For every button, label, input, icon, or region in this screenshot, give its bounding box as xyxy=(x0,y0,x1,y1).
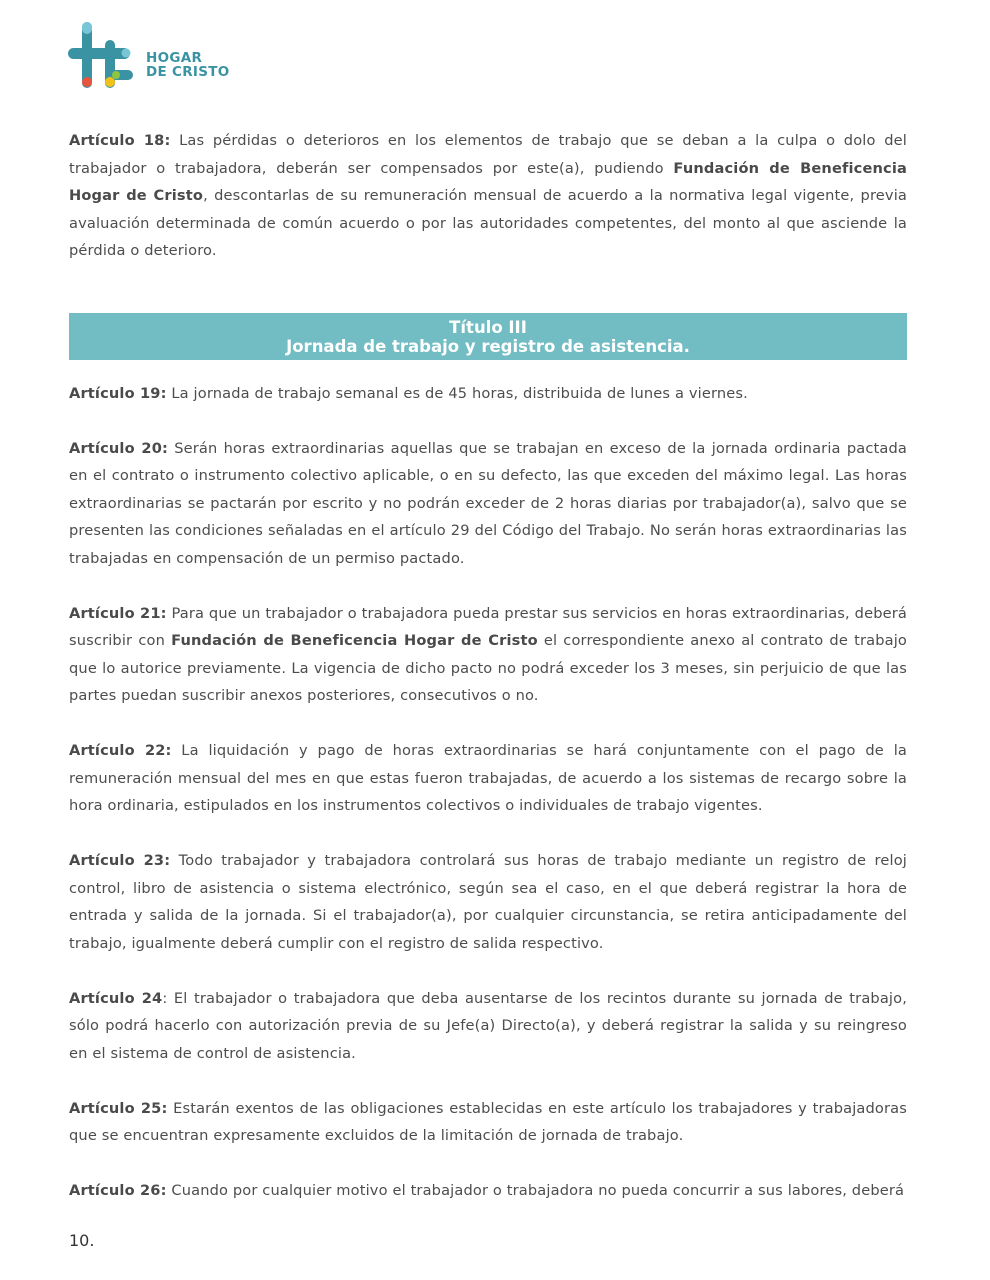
article-paragraph xyxy=(69,127,907,265)
article-paragraph xyxy=(69,600,907,710)
article-label: Artículo 21: xyxy=(69,604,167,622)
logo-mark-icon xyxy=(68,22,148,92)
article-paragraph xyxy=(69,435,907,573)
article-text: Cuando por cualquier motivo el trabajador o trabajadora no pueda concurrir a sus labores, deberá xyxy=(166,1182,905,1199)
page-number: 10. xyxy=(69,1231,95,1250)
article-paragraph xyxy=(69,380,907,408)
logo-line-2: DE CRISTO xyxy=(146,64,230,80)
article-text: Las pérdidas o deterioros en los elementos de trabajo que se deban a la culpa o dolo del trabajador o trabajadora, deberán ser compensados por este(a), pudiendo xyxy=(69,132,907,177)
hogar-de-cristo-logo xyxy=(68,22,238,92)
document-body xyxy=(69,127,907,1205)
logo-wordmark xyxy=(146,51,230,79)
section-title-bar xyxy=(69,313,907,360)
article-paragraph xyxy=(69,847,907,957)
article-text: Estarán exentos de las obligaciones establecidas en este artículo los trabajadores y trabajadoras que se encuentran expresamente excluidos de la limitación de jornada de trabajo. xyxy=(69,1099,907,1144)
paragraph-gap xyxy=(69,710,907,738)
article-paragraph xyxy=(69,985,907,1068)
paragraph-gap xyxy=(69,957,907,985)
paragraph-gap xyxy=(69,407,907,435)
article-paragraph xyxy=(69,1095,907,1150)
articles-top xyxy=(69,127,907,265)
article-text: Serán horas extraordinarias aquellas que se trabajan en exceso de la jornada ordinaria pactada en el contrato o instrumento colectivo aplicable, o en su defecto, las que exceden del máximo legal. Las horas extraordinarias se pactarán por escrito y no podrán exceder de 2 horas diarias por trabajador(a), salvo que se presenten las condiciones señaladas en el artículo 29 del Código del Trabajo. No serán horas extraordinarias las trabajadas en compensación de un permiso pactado. xyxy=(69,439,907,567)
article-paragraph xyxy=(69,1177,907,1205)
article-text: el correspondiente anexo al contrato de trabajo que lo autorice previamente. La vigencia de dicho pacto no podrá exceder los 3 meses, sin perjuicio de que las partes puedan suscribir anexos posteriores, consecutivos o no. xyxy=(69,632,907,704)
article-paragraph xyxy=(69,737,907,820)
paragraph-gap xyxy=(69,820,907,848)
article-label: Artículo 18: xyxy=(69,132,171,149)
article-bold-text: Fundación de Beneficencia Hogar de Cristo xyxy=(171,632,538,649)
section-title-line-2: Jornada de trabajo y registro de asistencia. xyxy=(286,336,690,356)
paragraph-gap xyxy=(69,1150,907,1178)
article-text: : El trabajador o trabajadora que deba ausentarse de los recintos durante su jornada de trabajo, sólo podrá hacerlo con autorización previa de su Jefe(a) Directo(a), y deberá registrar la salida y su reingreso en el sistema de control de asistencia. xyxy=(69,989,907,1062)
article-text: La liquidación y pago de horas extraordinarias se hará conjuntamente con el pago de la remuneración mensual del mes en que estas fueron trabajadas, de acuerdo a los sistemas de recargo sobre la hora ordinaria, estipulados en los instrumentos colectivos o individuales de trabajo vigentes. xyxy=(69,742,907,814)
article-label: Artículo 25: xyxy=(69,1099,168,1117)
article-label: Artículo 24 xyxy=(69,989,163,1007)
article-label: Artículo 23: xyxy=(69,852,171,869)
article-text: Para que un trabajador o trabajadora pueda prestar sus servicios en horas extraordinarias, deberá suscribir con xyxy=(69,604,907,649)
article-label: Artículo 19: xyxy=(69,384,167,402)
section-title-line-1: Título III xyxy=(449,317,527,337)
article-text: La jornada de trabajo semanal es de 45 horas, distribuida de lunes a viernes. xyxy=(166,384,748,402)
article-label: Artículo 26: xyxy=(69,1182,167,1199)
article-bold-text: Fundación de Beneficencia Hogar de Cristo xyxy=(69,159,907,204)
paragraph-gap xyxy=(69,1067,907,1095)
article-text: , descontarlas de su remuneración mensual de acuerdo a la normativa legal vigente, previa avaluación determinada de común acuerdo o por las autoridades competentes, del monto al que asciende la pérdida o deterioro. xyxy=(69,187,908,259)
article-label: Artículo 20: xyxy=(69,439,168,457)
paragraph-gap xyxy=(69,572,907,600)
article-text: Todo trabajador y trabajadora controlará sus horas de trabajo mediante un registro de reloj control, libro de asistencia o sistema electrónico, según sea el caso, en el que deberá registrar la hora de entrada y salida de la jornada. Si el trabajador(a), por cualquier circunstancia, se retira anticipadamente del trabajo, igualmente deberá cumplir con el registro de salida respectivo. xyxy=(69,852,907,952)
logo-line-1: HOGAR xyxy=(146,50,203,66)
article-label: Artículo 22: xyxy=(69,742,172,759)
articles-list xyxy=(69,380,907,1205)
